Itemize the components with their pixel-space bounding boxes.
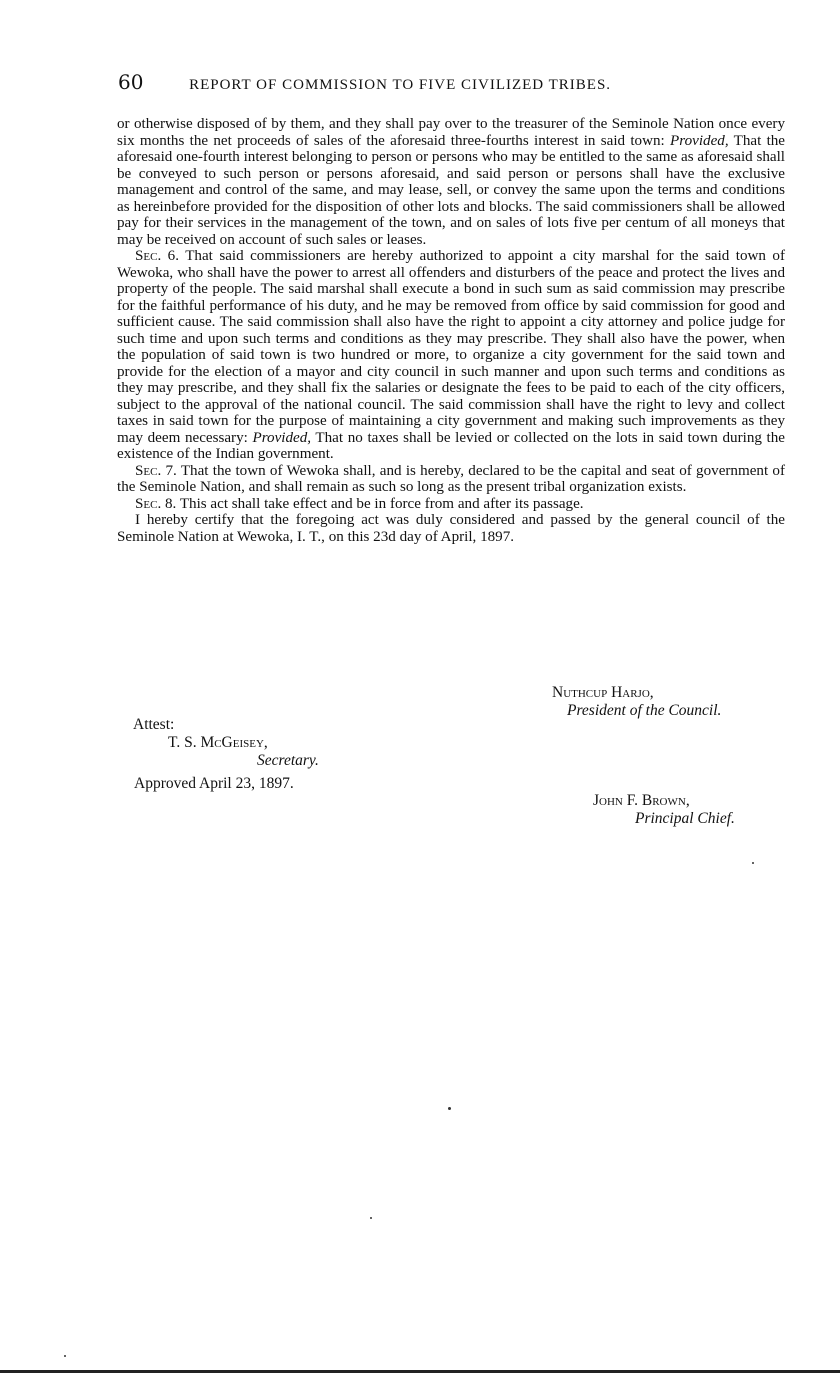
approved-date: Approved April 23, 1897. <box>134 775 294 792</box>
section-6: Sec. 6. That said commissioners are hereby authorized to appoint a city marshal for the said town of Wewoka, who shall have the power to arrest all offenders and disturbers of the peace and protect the lives and property of the people. The said marshal shall execute a bond in such sum as said commission may prescribe for the faithful performance of his duty, and he may be removed from office by said commission for good and sufficient cause. The said commission shall also have the right to appoint a city attorney and police judge for such time and upon such terms and conditions as they may prescribe. They shall also have the power, when the population of said town is two hundred or more, to organize a city government for the said town and provide for the election of a mayor and city council in such manner and upon such terms and conditions as they may prescribe, and they shall fix the salaries or designate the fees to be paid to each of the city officers, subject to the approval of the national council. The said commission shall have the right to levy and collect taxes in said town for the purpose of maintaining a city government and making such improvements as they may deem necessary: Provided, That no taxes shall be levied or collected on the lots in said town during the existence of the Indian government. <box>117 248 786 462</box>
section-7: Sec. 7. That the town of Wewoka shall, and is hereby, declared to be the capital and seat of government of the Seminole Nation, and shall remain as such so long as the present tribal organization exists. <box>117 462 785 495</box>
paper-speck <box>64 1355 66 1357</box>
secretary-title: Secretary. <box>257 752 319 769</box>
certification-paragraph: I hereby certify that the foregoing act was duly considered and passed by the general council of the Seminole Nation at Wewoka, I. T., on this 23d day of April, 1897. <box>117 512 785 545</box>
section-8: Sec. 8. This act shall take effect and be in force from and after its passage. <box>135 495 584 512</box>
provided-italic: Provided, <box>670 132 729 149</box>
running-title: REPORT OF COMMISSION TO FIVE CIVILIZED TRIBES. <box>189 77 612 93</box>
provided-italic: Provided, <box>252 429 312 446</box>
paper-speck <box>370 1217 372 1219</box>
document-body <box>117 116 785 545</box>
section-label: Sec. 6. <box>135 248 180 264</box>
chief-signature <box>593 792 735 828</box>
section-label: Sec. 8. <box>135 495 177 512</box>
president-title: President of the Council. <box>567 702 722 719</box>
section-label: Sec. 7. <box>135 462 177 479</box>
paper-speck <box>448 1107 451 1110</box>
chief-title: Principal Chief. <box>635 810 735 827</box>
president-name: Nuthcup Harjo, <box>552 684 654 701</box>
president-signature <box>552 684 721 720</box>
attest-block <box>133 716 319 770</box>
secretary-name: T. S. McGeisey, <box>168 734 268 751</box>
paper-speck <box>752 862 754 864</box>
page-bottom-edge <box>0 1370 840 1373</box>
page-number: 60 <box>118 70 144 94</box>
page-header <box>118 70 718 94</box>
attest-label: Attest: <box>133 716 175 733</box>
paragraph-continuation: or otherwise disposed of by them, and they shall pay over to the treasurer of the Seminole Nation once every six months the net proceeds of sales of the aforesaid three-fourths interest in said town: Provided, That the aforesaid one-fourth interest belonging to person or persons who may be entitled to the same as aforesaid shall be conveyed to such person or persons aforesaid, and said person or persons shall have the exclusive management and control of the same, and may lease, sell, or convey the same upon the terms and conditions as hereinbefore provided for the disposition of other lots and blocks. The said commissioners shall be allowed pay for their services in the management of the town, and on sales of lots five per centum of all moneys that may be received on account of such sales or leases. <box>117 116 786 248</box>
chief-name: John F. Brown, <box>593 792 690 809</box>
